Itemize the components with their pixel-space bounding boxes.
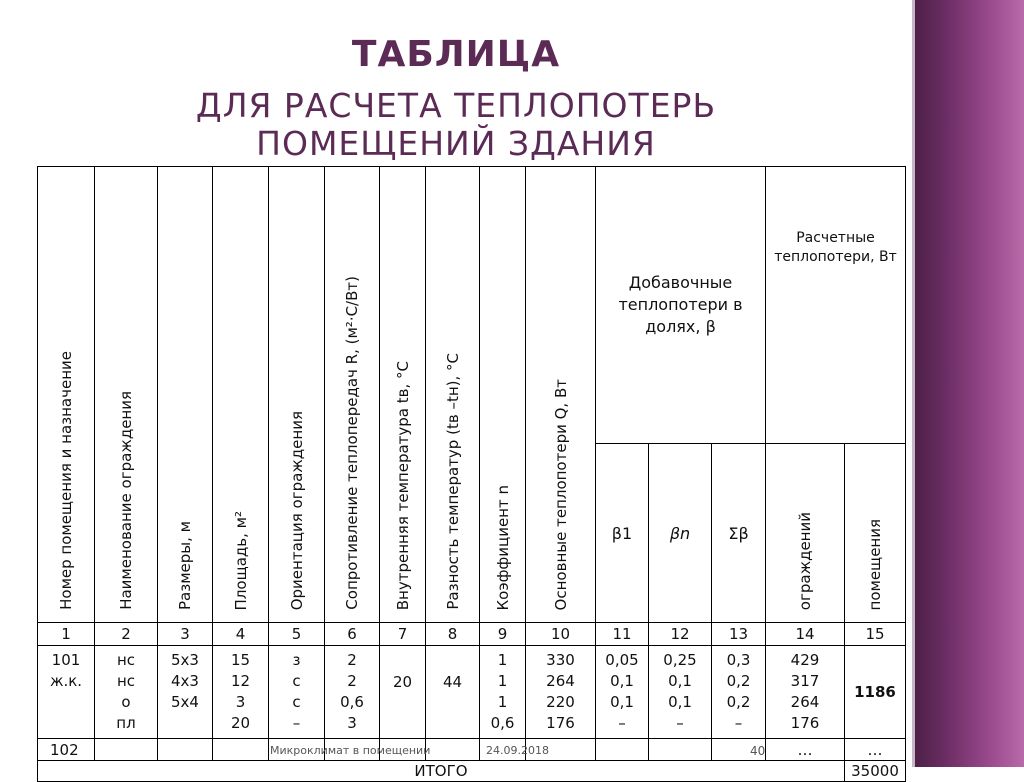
cell-temp-diff: 44 xyxy=(426,646,480,739)
col-header-betan: βn xyxy=(649,444,712,623)
cell-inner-temp: 20 xyxy=(380,646,426,739)
cell-fence: нс нс о пл xyxy=(95,646,158,739)
footer-date: 24.09.2018 xyxy=(486,744,549,757)
cell-room-total: 1186 xyxy=(845,646,906,739)
cell-room: 102 xyxy=(38,739,95,761)
slide-title: ТАБЛИЦА xyxy=(351,34,561,75)
column-number-row: 1 2 3 4 5 6 7 8 9 10 11 12 13 14 15 xyxy=(38,623,906,646)
decorative-side-panel xyxy=(912,0,1024,767)
table-row xyxy=(38,646,906,739)
col-header-orientation: Ориентация ограждения xyxy=(269,167,325,623)
cell-betan: 0,25 0,1 0,1 – xyxy=(649,646,712,739)
col-header-fences: ограждений xyxy=(766,444,845,623)
col-group-calculated-losses: Расчетные теплопотери, Вт xyxy=(766,167,906,444)
cell-coefficient: 1 1 1 0,6 xyxy=(480,646,526,739)
slide-subtitle-line1: ДЛЯ РАСЧЕТА ТЕПЛОПОТЕРЬ xyxy=(195,86,717,125)
slide-subtitle-line2: ПОМЕЩЕНИЙ ЗДАНИЯ xyxy=(256,124,656,163)
col-header-beta1: β1 xyxy=(596,444,649,623)
cell-resistance: 2 2 0,6 3 xyxy=(325,646,380,739)
col-group-additional-losses: Добавочные теплопотери в долях, β xyxy=(596,167,766,444)
col-header-area: Площадь, м² xyxy=(213,167,269,623)
col-header-rooms: помещения xyxy=(845,444,906,623)
cell-fences-total: 429 317 264 176 xyxy=(766,646,845,739)
total-label: ИТОГО xyxy=(38,761,845,782)
cell-beta1: 0,05 0,1 0,1 – xyxy=(596,646,649,739)
cell-main-losses: 330 264 220 176 xyxy=(526,646,596,739)
col-header-coefficient: Коэффициент n xyxy=(480,167,526,623)
cell-sum-beta: 0,3 0,2 0,2 – xyxy=(712,646,766,739)
cell-sizes: 5х3 4х3 5х4 xyxy=(158,646,213,739)
table-row xyxy=(38,739,906,761)
col-header-fence-name: Наименование ограждения xyxy=(95,167,158,623)
cell-room: 101 ж.к. xyxy=(38,646,95,739)
cell-orientation: з с с – xyxy=(269,646,325,739)
col-header-inner-temp: Внутренняя температура tв, °С xyxy=(380,167,426,623)
total-row xyxy=(38,761,906,782)
decorative-divider xyxy=(912,0,915,767)
col-header-room: Номер помещения и назначение xyxy=(38,167,95,623)
cell-fences-total: … xyxy=(766,739,845,761)
total-value: 35000 xyxy=(845,761,906,782)
footer-page-number: 40 xyxy=(750,744,766,758)
col-header-sum-beta: Σβ xyxy=(712,444,766,623)
cell-area: 15 12 3 20 xyxy=(213,646,269,739)
heat-loss-table xyxy=(37,166,906,782)
col-header-temp-diff: Разность температур (tв –tн), °С xyxy=(426,167,480,623)
col-header-main-losses: Основные теплопотери Q, Вт xyxy=(526,167,596,623)
col-header-sizes: Размеры, м xyxy=(158,167,213,623)
cell-room-total: … xyxy=(845,739,906,761)
col-header-resistance: Сопротивление теплопередач R, (м²·С/Вт) xyxy=(325,167,380,623)
footer-subject: Микроклимат в помещении xyxy=(270,744,431,757)
